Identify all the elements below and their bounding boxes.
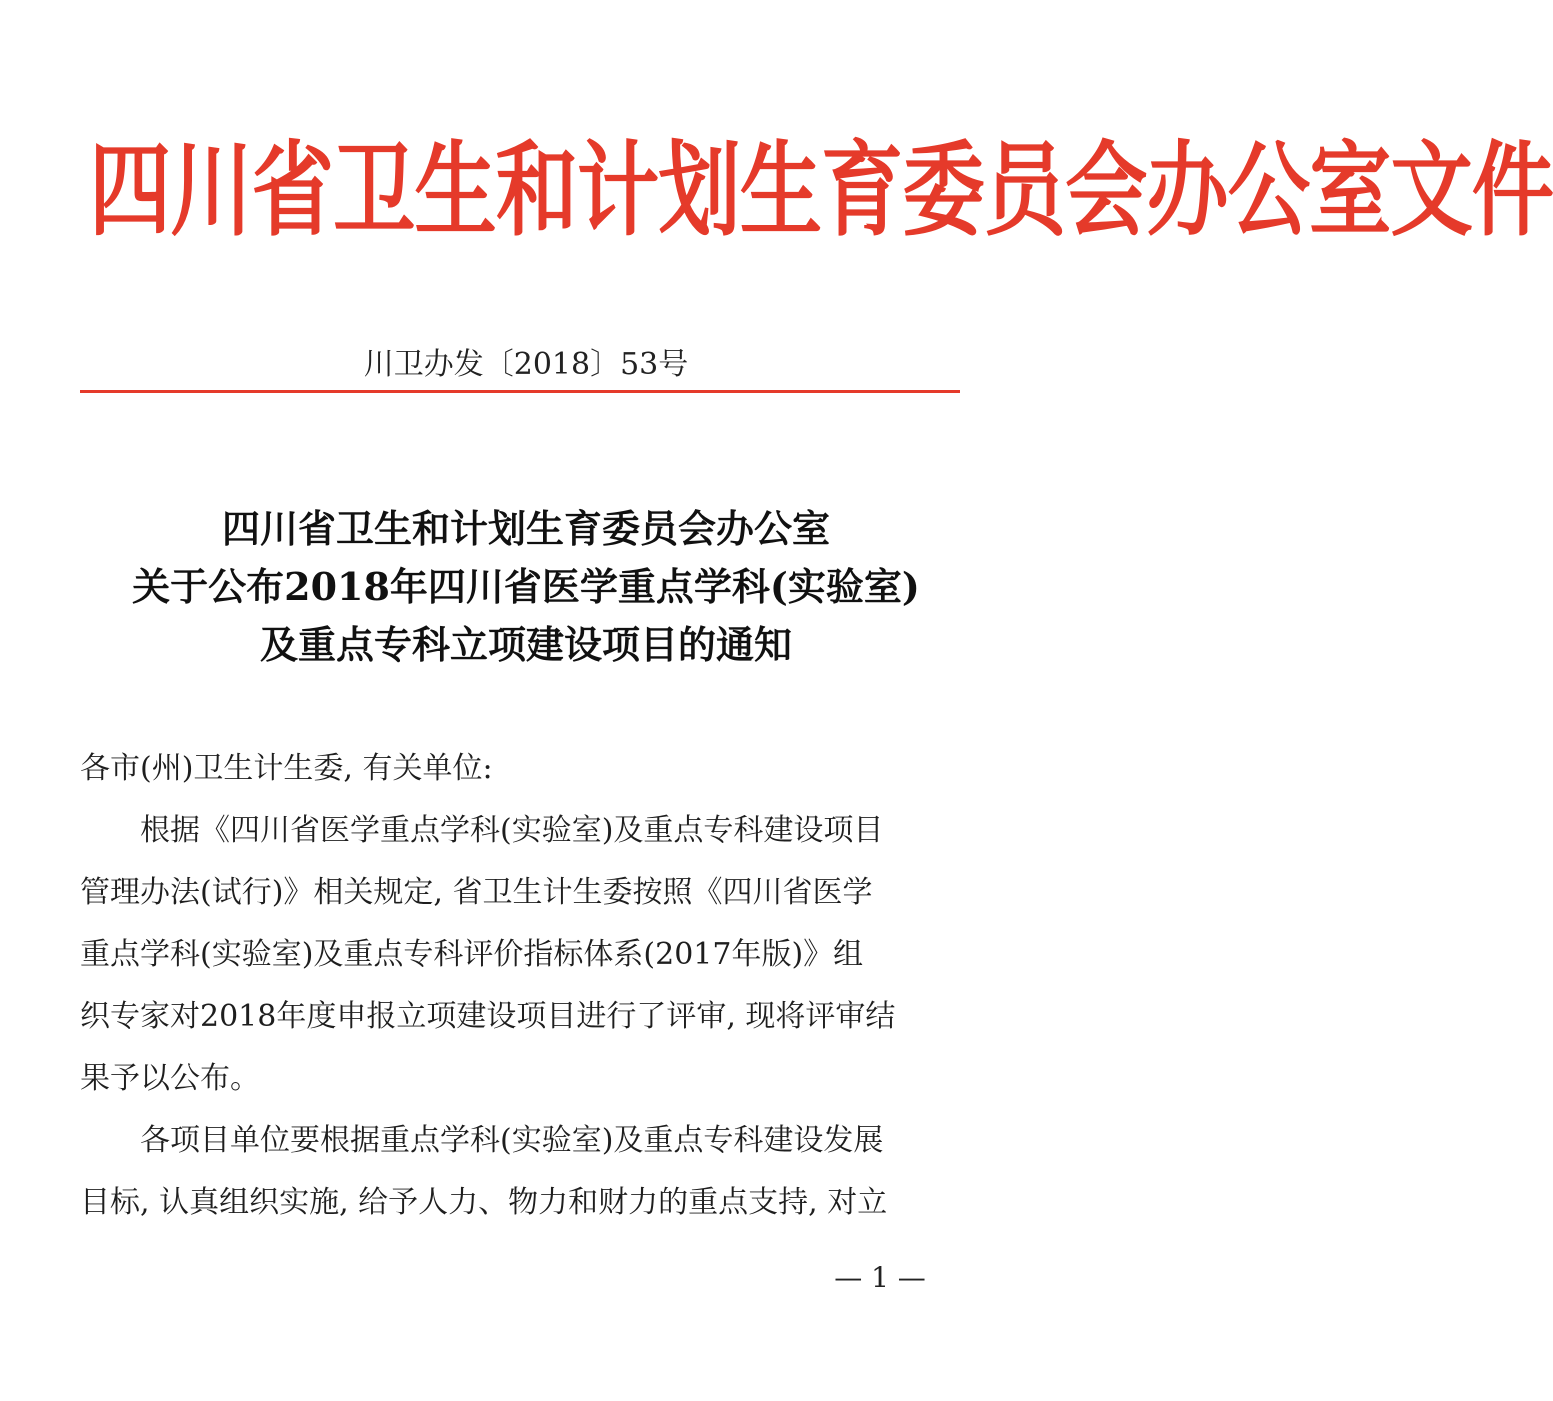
paragraph-2-line-1: 各项目单位要根据重点学科(实验室)及重点专科建设发展 [140, 1123, 884, 1158]
paragraph-2-line-2: 目标, 认真组织实施, 给予人力、物力和财力的重点支持, 对立 [80, 1185, 888, 1220]
document-title [60, 500, 992, 674]
paragraph-1-line-1: 根据《四川省医学重点学科(实验室)及重点专科建设项目 [140, 813, 884, 848]
paragraph-1-line-3: 重点学科(实验室)及重点专科评价指标体系(2017年版)》组 [80, 937, 864, 972]
document-number: 川卫办发〔2018〕53号 [363, 347, 689, 382]
document-body [80, 738, 960, 1234]
title-line-2: 关于公布2018年四川省医学重点学科(实验室) [132, 564, 920, 609]
document-masthead: 四川省卫生和计划生育委员会办公室文件 [89, 130, 1553, 250]
title-line-1: 四川省卫生和计划生育委员会办公室 [221, 506, 830, 551]
page-number: — 1 — [834, 1261, 926, 1294]
paragraph-1-line-4: 织专家对2018年度申报立项建设项目进行了评审, 现将评审结 [80, 999, 896, 1034]
red-divider-line [80, 390, 960, 393]
title-line-3: 及重点专科立项建设项目的通知 [259, 622, 792, 667]
salutation: 各市(州)卫生计生委, 有关单位: [80, 751, 493, 786]
paragraph-1-line-5: 果予以公布。 [80, 1061, 260, 1096]
paragraph-1-line-2: 管理办法(试行)》相关规定, 省卫生计生委按照《四川省医学 [80, 875, 873, 910]
